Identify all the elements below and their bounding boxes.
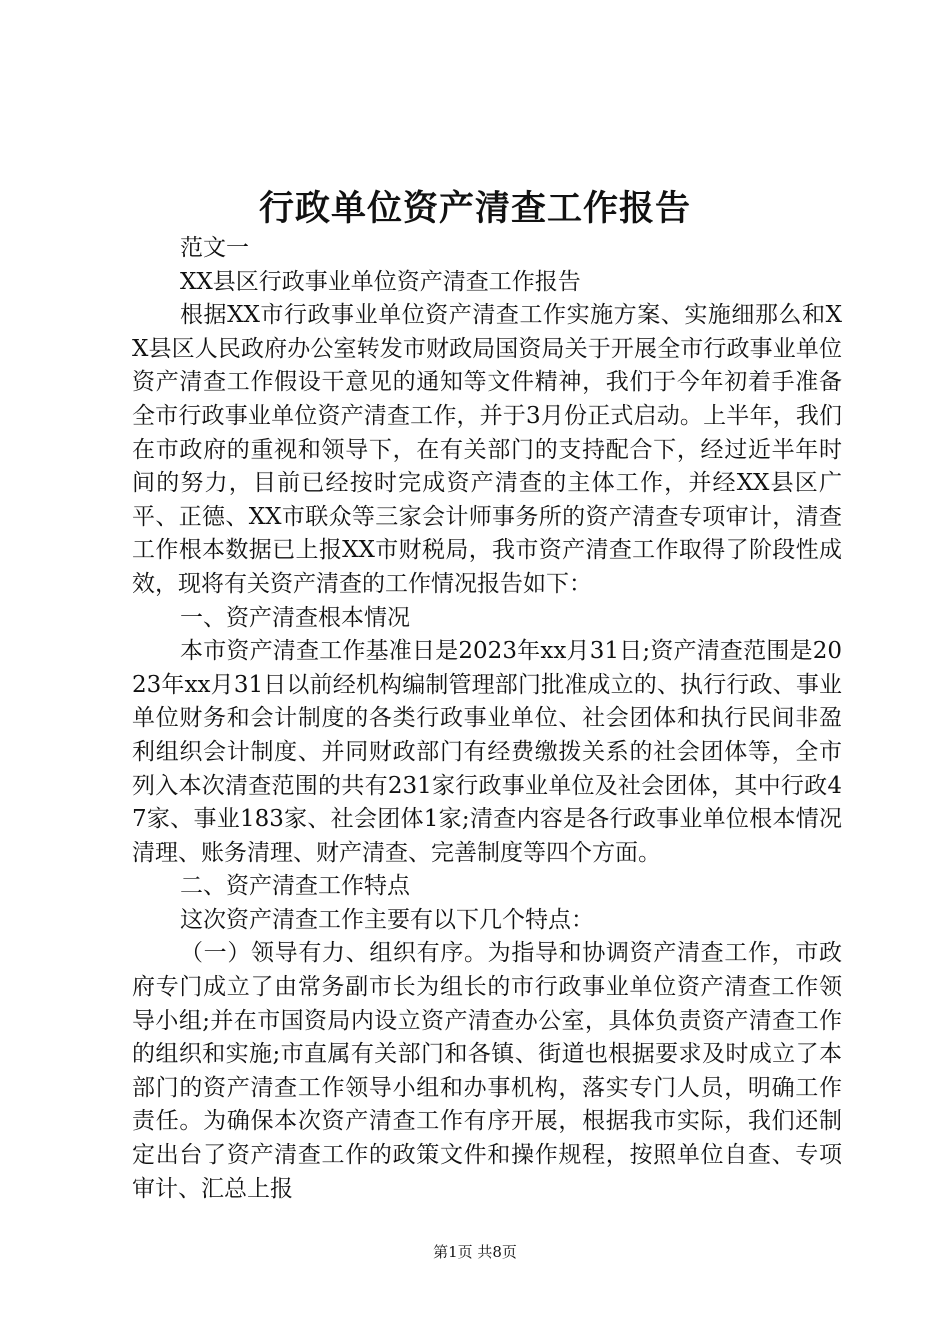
section-heading: 二、资产清查工作特点 bbox=[180, 873, 410, 900]
document-title: 行政单位资产清查工作报告 bbox=[258, 188, 691, 229]
paragraph: 这次资产清查工作主要有以下几个特点： bbox=[180, 906, 594, 933]
page-number-footer: 第1页 共8页 bbox=[433, 1243, 517, 1261]
paragraph: （一）领导有力、组织有序。为指导和协调资产清查工作，市政府专门成立了由常务副市长为组长的市行政事业单位资产清查工作领导小组;并在市国资局内设立资产清查办公室，具体负责资产清查工作的组织和实施;市直属有关部门和各镇、街道也根据要求及时成立了本部门的资产清查工作领导小组和办事机构，落实专门人员，明确工作责任。为确保本次资产清查工作有序开展，根据我市实际，我们还制定出台了资产清查工作的政策文件和操作规程，按照单位自查、专项审计、汇总上报 bbox=[132, 940, 842, 1202]
paragraph-label: 范文一 bbox=[180, 235, 249, 261]
paragraph-intro: 根据XX市行政事业单位资产清查工作实施方案、实施细那么和XX县区人民政府办公室转发市财政局国资局关于开展全市行政事业单位资产清查工作假设干意见的通知等文件精神，我们于今年初着手准备全市行政事业单位资产清查工作，并于3月份正式启动。上半年，我们在市政府的重视和领导下，在有关部门的支持配合下，经过近半年时间的努力，目前已经按时完成资产清查的主体工作，并经XX县区广平、正德、XX市联众等三家会计师事务所的资产清查专项审计，清查工作根本数据已上报XX市财税局，我市资产清查工作取得了阶段性成效，现将有关资产清查的工作情况报告如下： bbox=[132, 302, 842, 597]
paragraph-subtitle: XX县区行政事业单位资产清查工作报告 bbox=[180, 268, 581, 295]
paragraph: 本市资产清查工作基准日是2023年xx月31日;资产清查范围是2023年xx月31日以前经机构编制管理部门批准成立的、执行行政、事业单位财务和会计制度的各类行政事业单位、社会团体和执行民间非盈利组织会计制度、并同财政部门有经费缴拨关系的社会团体等，全市列入本次清查范围的共有231家行政事业单位及社会团体，其中行政47家、事业183家、社会团体1家;清查内容是各行政事业单位根本情况清理、账务清理、财产清查、完善制度等四个方面。 bbox=[132, 638, 842, 866]
section-heading: 一、资产清查根本情况 bbox=[180, 604, 410, 631]
document-body bbox=[132, 232, 842, 1206]
